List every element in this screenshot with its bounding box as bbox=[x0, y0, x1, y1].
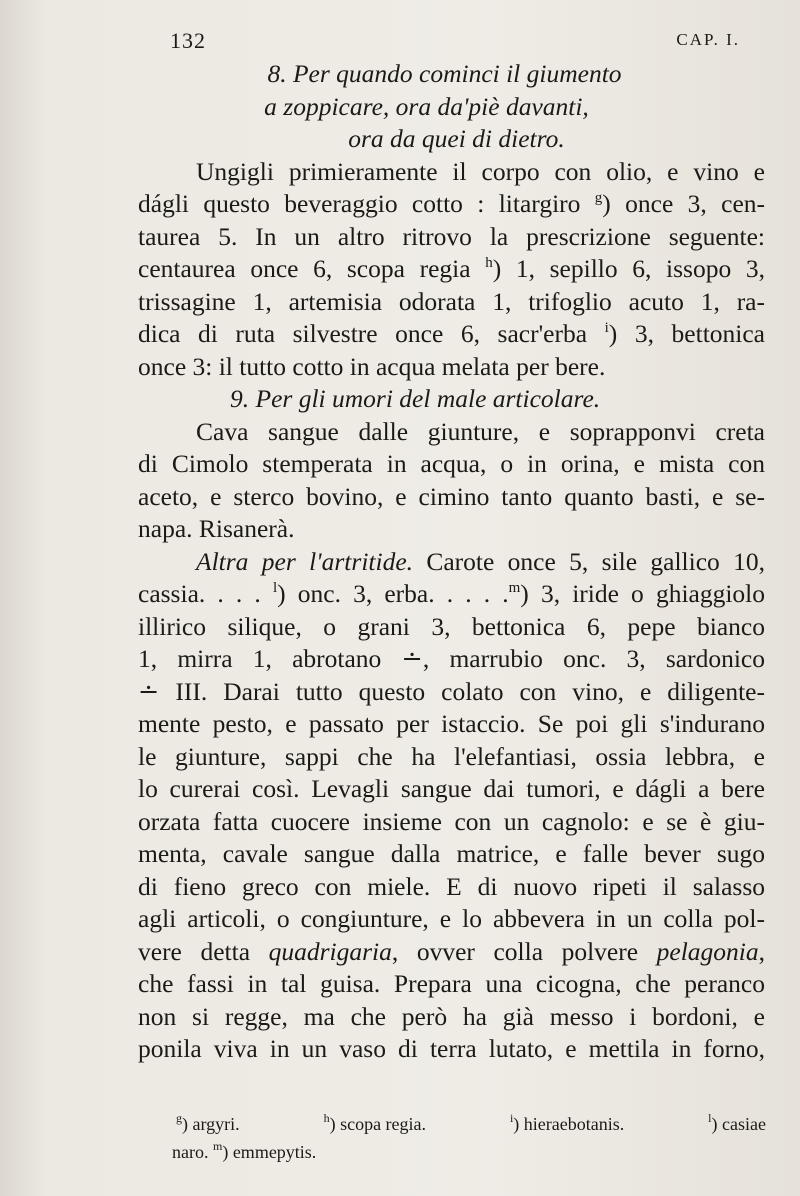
footnote-mark: g bbox=[176, 1111, 182, 1125]
footnote-l bbox=[708, 1110, 766, 1138]
footnote-mark: h bbox=[323, 1111, 330, 1125]
text-run: cassia. . . . bbox=[138, 579, 261, 608]
text-line: taurea 5. In un altro ritrovo la prescrizione seguente: bbox=[138, 221, 765, 251]
text-run: onc. 3, erba. . . . . bbox=[297, 579, 509, 608]
footnote-ref-m: m bbox=[508, 580, 521, 596]
text-run: once 3, cen- bbox=[625, 189, 766, 218]
text-line: dica di ruta silvestre once 6, sacr'erba $^i$) 3, bettonica bbox=[138, 319, 766, 348]
title-line: 8. Per quando cominci il giumento bbox=[267, 59, 622, 88]
text-line: illirico silique, o grani 3, bettonica 6, pepe bianco bbox=[138, 611, 765, 641]
footnote-mark: i bbox=[509, 1111, 514, 1125]
text-line: menta, cavale sangue dalla matrice, e falle bever sugo bbox=[138, 839, 765, 868]
text-line: orzata fatta cuocere insieme con un cagnolo: e se è giu- bbox=[138, 806, 765, 836]
text-run: 3, iride o ghiaggiolo bbox=[540, 579, 766, 608]
text-line: napa. Risanerà. bbox=[138, 514, 295, 543]
italic-term: quadrigaria bbox=[268, 936, 392, 966]
text-line: lo curerai così. Levagli sangue dai tumori, e dágli a bere bbox=[138, 774, 765, 803]
text-line: ∸ III. Darai tutto questo colato con vino, e diligente- bbox=[138, 676, 765, 706]
footnote-text: ) hieraebotanis. bbox=[513, 1114, 625, 1134]
footnote-mark: m bbox=[212, 1139, 223, 1153]
footnote-ref-h: h bbox=[485, 255, 493, 271]
title-line: a zoppicare, ora da'piè davanti, bbox=[264, 91, 589, 121]
footnote-row bbox=[172, 1138, 766, 1166]
footnote-ref-l: l bbox=[272, 580, 278, 596]
main-text bbox=[138, 58, 765, 1066]
footnote-text: naro. bbox=[172, 1142, 209, 1162]
text-line: ponila viva in un vaso di terra lutato, e mettila in forno, bbox=[138, 1034, 765, 1063]
text-run: vere detta bbox=[138, 936, 251, 966]
footnote-m bbox=[212, 1139, 317, 1162]
text-run: 1, sepillo 6, issopo 3, bbox=[515, 254, 765, 283]
footnote-ref-i: i bbox=[604, 320, 609, 336]
text-line: Ungigli primieramente il corpo con olio, e vino e bbox=[196, 156, 765, 186]
text-run: 3, bettonica bbox=[634, 319, 766, 348]
text-line: di fieno greco con miele. E di nuovo ripeti il salasso bbox=[138, 871, 765, 901]
text-line bbox=[138, 546, 765, 579]
text-line: non si regge, ma che però ha già messo i bordoni, e bbox=[138, 1001, 765, 1031]
text-run: Carote once 5, sile gallico 10, bbox=[426, 546, 765, 576]
running-header bbox=[170, 28, 740, 58]
text-line: 1, mirra 1, abrotano ∸, marrubio onc. 3, sardonico bbox=[138, 644, 765, 673]
text-line: agli articoli, o congiunture, e lo abbevera in un colla pol- bbox=[138, 904, 765, 933]
footnote-h bbox=[324, 1110, 426, 1138]
text-line: trissagine 1, artemisia odorata 1, trifoglio acuto 1, ra- bbox=[138, 286, 765, 316]
text-line bbox=[138, 936, 765, 969]
text-run: dágli questo beveraggio cotto : litargiro bbox=[138, 189, 581, 218]
footnote-ref-g: g bbox=[594, 190, 603, 206]
footnote-row bbox=[176, 1110, 766, 1138]
text-line: cassia. . . . $^l$) onc. 3, erba. . . . .$^m$) 3, iride o ghiaggiolo bbox=[138, 579, 766, 608]
text-run: centaurea once 6, scopa regia bbox=[138, 254, 471, 283]
footnote-i bbox=[510, 1110, 624, 1138]
text-line: Cava sangue dalle giunture, e soprapponvi creta bbox=[196, 416, 765, 446]
page-number: 132 bbox=[170, 28, 206, 53]
text-run: , bbox=[758, 936, 766, 966]
chapter-label: CAP. I. bbox=[676, 30, 740, 49]
footnote-text: ) argyri. bbox=[182, 1114, 240, 1134]
section-8-title bbox=[138, 58, 765, 156]
section-9-title: 9. Per gli umori del male articolare. bbox=[230, 384, 601, 413]
section-8-body bbox=[138, 156, 765, 384]
text-line: che fassi in tal guisa. Prepara una cicogna, che peranco bbox=[138, 969, 765, 998]
italic-term: pelagonia bbox=[656, 936, 759, 966]
footnote-text: ) scopa regia. bbox=[329, 1114, 427, 1134]
footnote-text: ) casiae bbox=[711, 1114, 766, 1134]
section-9-body bbox=[138, 416, 765, 546]
text-line: aceto, e sterco bovino, e cimino tanto quanto basti, e se- bbox=[138, 481, 765, 511]
text-run: dica di ruta silvestre once 6, sacr'erba bbox=[138, 319, 588, 348]
text-line: di Cimolo stemperata in acqua, o in orina, e mista con bbox=[138, 449, 765, 478]
text-line: dágli questo beveraggio cotto : litargiro $^g$) once 3, cen- bbox=[138, 189, 766, 218]
text-line: once 3: il tutto cotto in acqua melata per bere. bbox=[138, 351, 606, 381]
footnotes bbox=[172, 1110, 766, 1166]
footnote-text: ) emmepytis. bbox=[222, 1142, 317, 1162]
text-line: le giunture, sappi che ha l'elefantiasi, ossia lebbra, e bbox=[138, 741, 765, 771]
text-line: centaurea once 6, scopa regia $^h$) 1, sepillo 6, issopo 3, bbox=[138, 254, 765, 283]
text-run: , ovver colla polvere bbox=[391, 936, 639, 966]
text-line: mente pesto, e passato per istaccio. Se poi gli s'indurano bbox=[138, 709, 765, 738]
footnote-mark: l bbox=[708, 1111, 712, 1125]
footnote-g bbox=[176, 1110, 240, 1138]
title-line: ora da quei di dietro. bbox=[348, 124, 565, 153]
italic-lead: Altra per l'artritide. bbox=[196, 546, 414, 576]
section-altra-body bbox=[138, 546, 765, 1066]
